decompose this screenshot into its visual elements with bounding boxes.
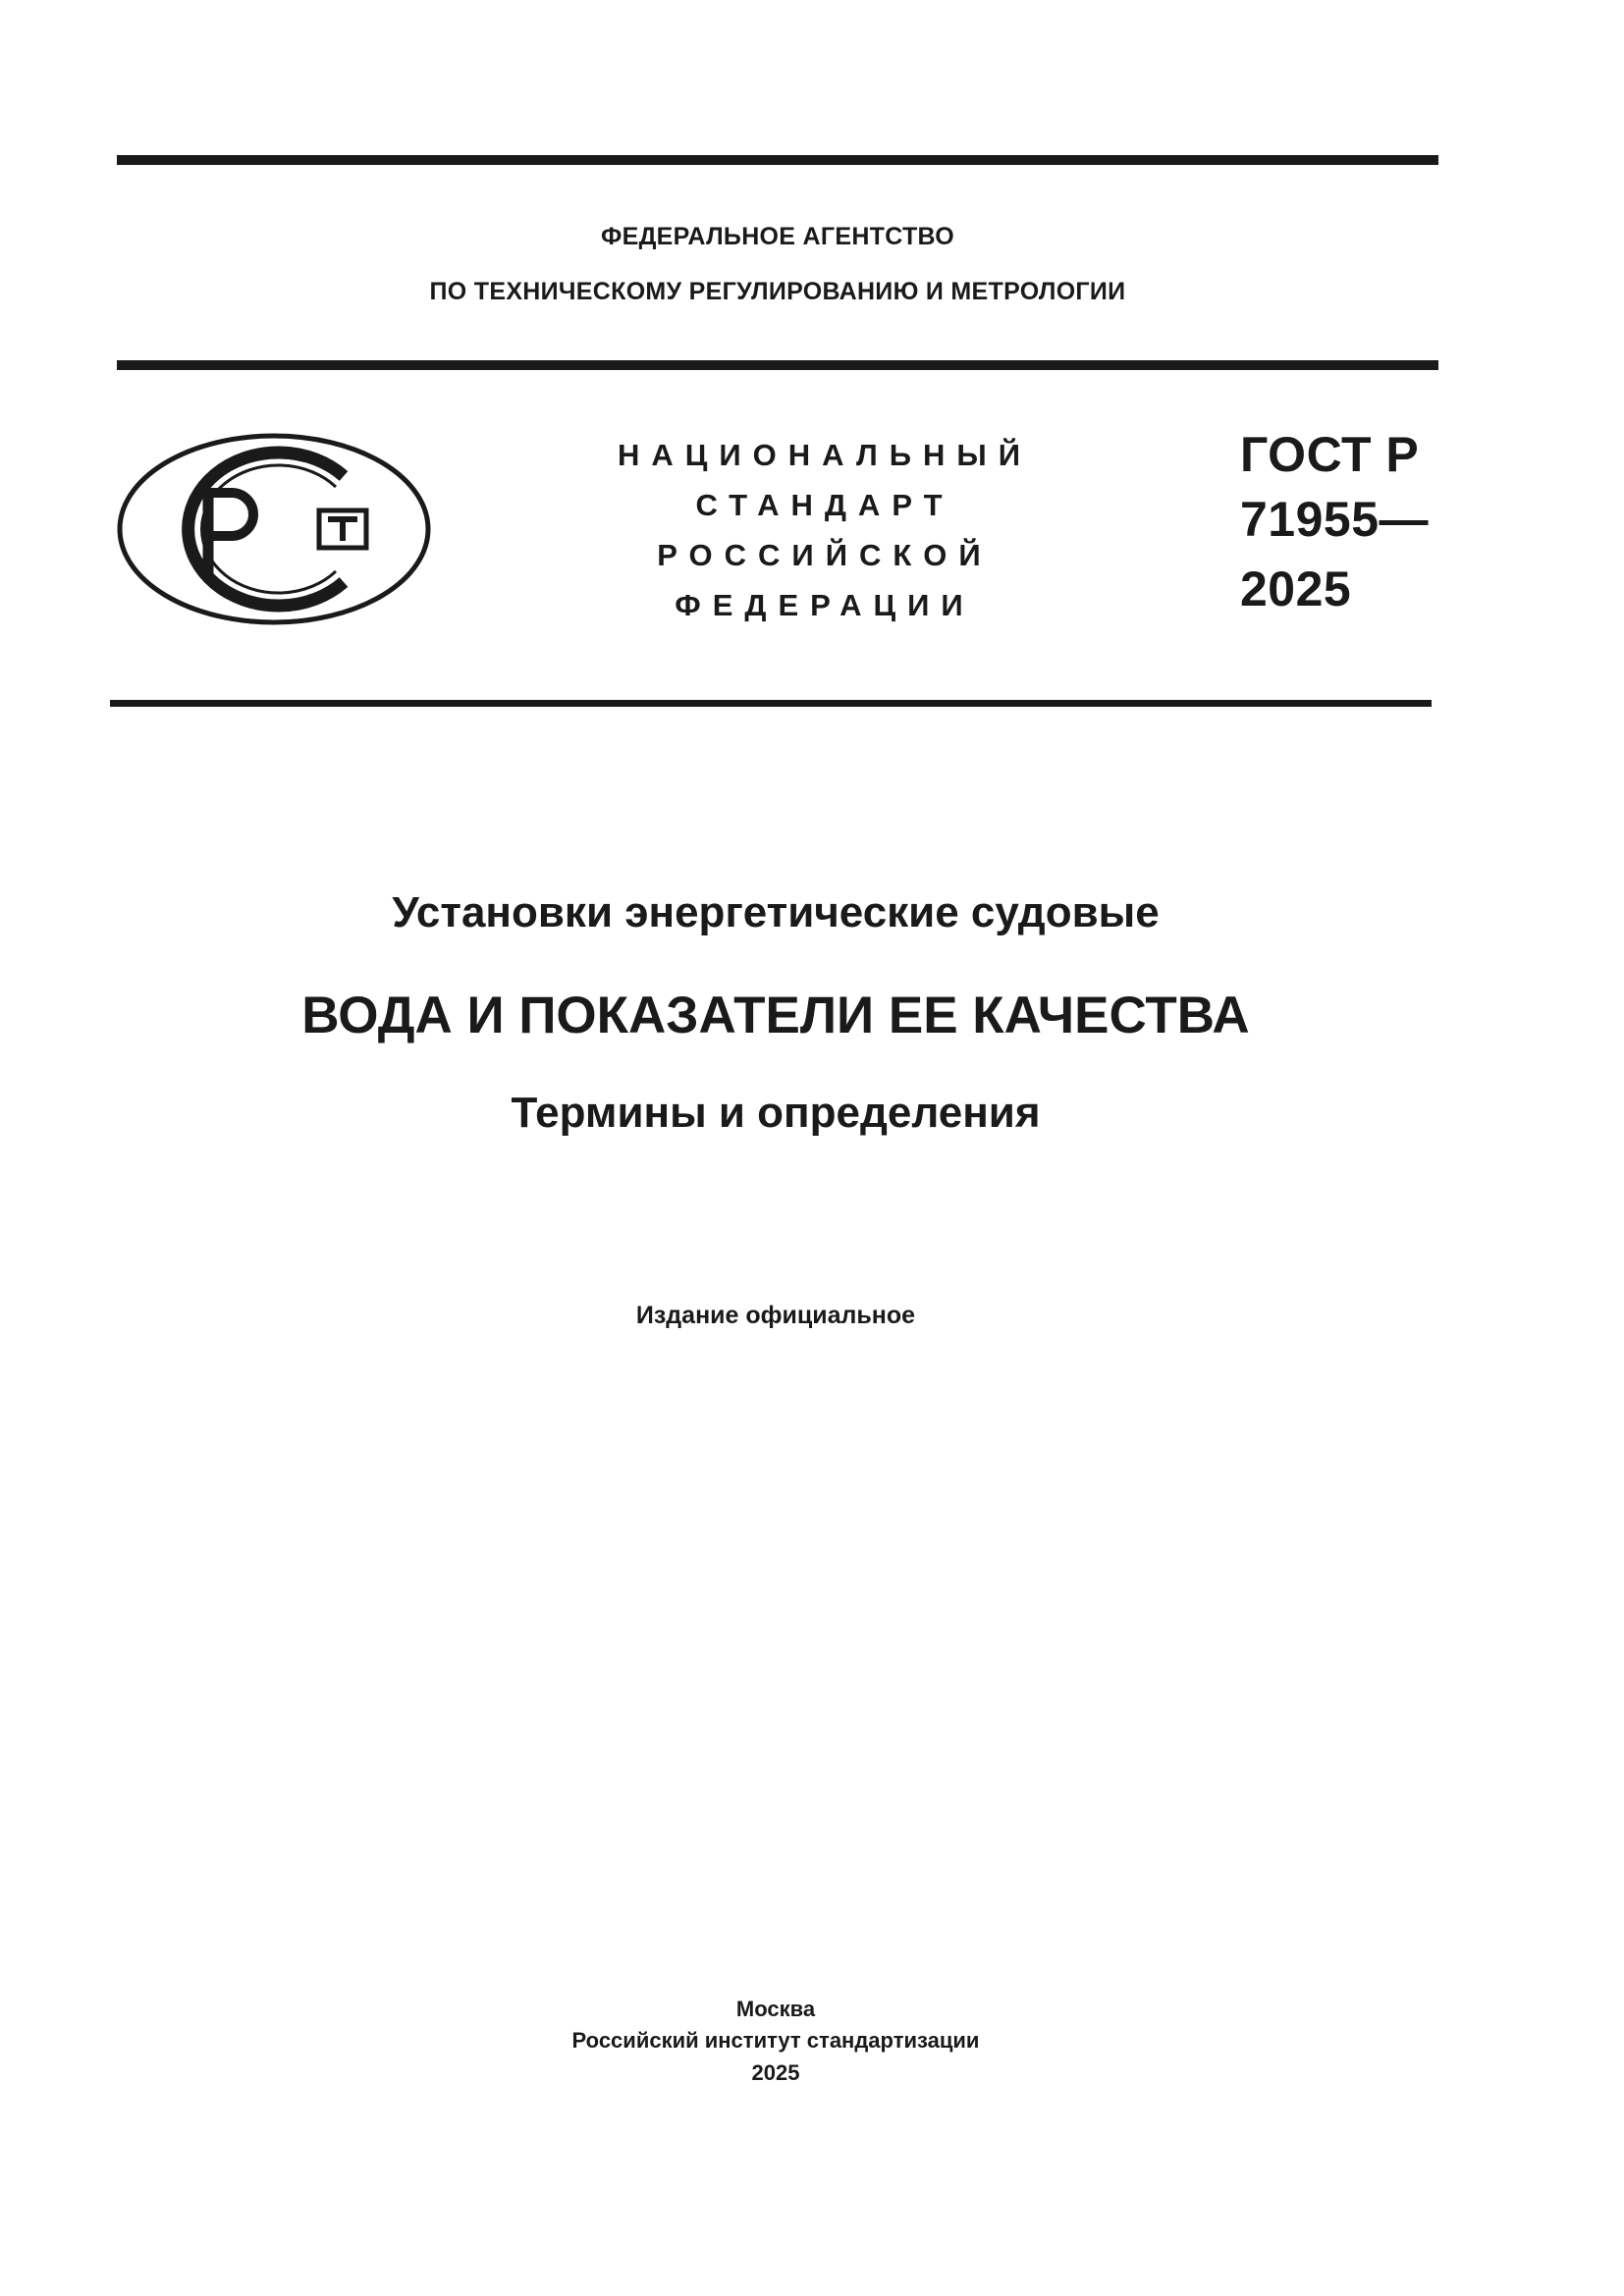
rst-certification-mark-icon: [116, 432, 432, 626]
designation-line3: 2025: [1240, 561, 1352, 616]
imprint-publisher: Российский институт стандартизации: [571, 2028, 980, 2053]
standard-type-line4: ФЕДЕРАЦИИ: [675, 588, 975, 622]
document-subtitle-bottom: Термины и определения: [511, 1089, 1041, 1137]
agency-name-line2: ПО ТЕХНИЧЕСКОМУ РЕГУЛИРОВАНИЮ И МЕТРОЛОГИИ: [429, 278, 1126, 305]
designation-line2: 71955—: [1240, 492, 1430, 547]
standard-type-line3: РОССИЙСКОЙ: [657, 538, 993, 572]
agency-name-line1: ФЕДЕРАЛЬНОЕ АГЕНТСТВО: [600, 223, 955, 250]
header-divider: [117, 360, 1438, 370]
standard-type-line2: СТАНДАРТ: [695, 488, 954, 522]
imprint-year: 2025: [751, 2060, 800, 2085]
designation-line1: ГОСТ Р: [1240, 427, 1420, 482]
designation-divider: [110, 700, 1432, 707]
document-subtitle-top: Установки энергетические судовые: [392, 888, 1160, 936]
imprint-city: Москва: [735, 1997, 816, 2021]
edition-label: Издание официальное: [635, 1302, 916, 1329]
document-title: ВОДА И ПОКАЗАТЕЛИ ЕЕ КАЧЕСТВА: [301, 987, 1250, 1044]
standard-type-line1: НАЦИОНАЛЬНЫЙ: [617, 438, 1033, 472]
top-divider: [117, 155, 1438, 165]
